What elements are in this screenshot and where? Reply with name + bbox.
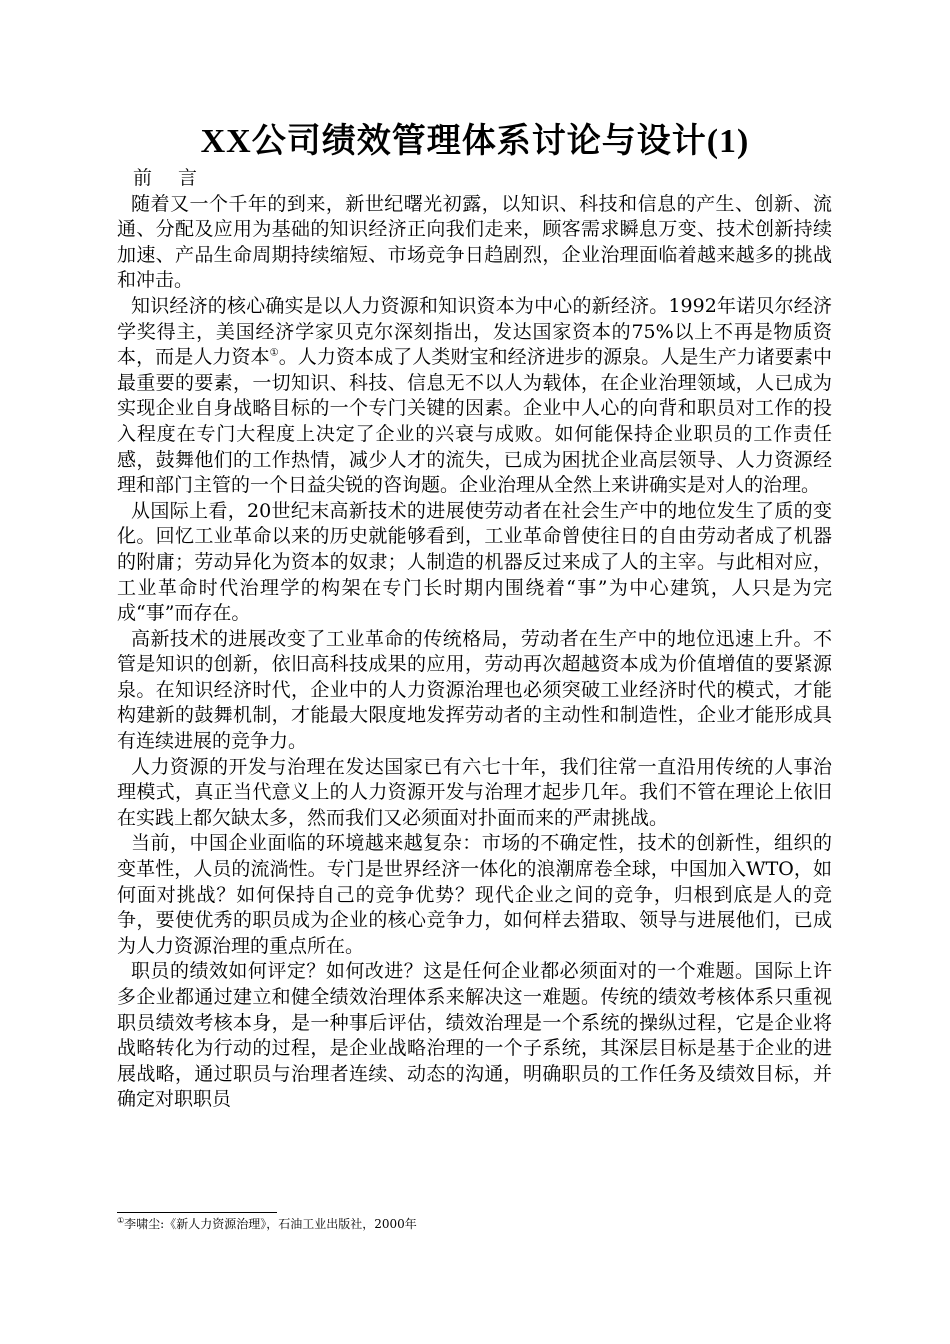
preface-heading: 前 言 [133, 167, 208, 189]
document-body [117, 166, 832, 1113]
footnote [117, 1216, 832, 1232]
footnote-divider [117, 1212, 277, 1213]
paragraph-3: 从国际上看，20世纪末高新技术的进展使劳动者在社会生产中的地位发生了质的变化。回忆工业革命以来的历史就能够看到，工业革命曾使往日的自由劳动者成了机器的附庸；劳动异化为资本的奴隶；人制造的机器反过来成了人的主宰。与此相对应，工业革命时代治理学的构架在专门长时期内围绕着“事”为中心建筑，人只是为完成“事”而存在。 [117, 499, 832, 625]
paragraph-4: 高新技术的进展改变了工业革命的传统格局，劳动者在生产中的地位迅速上升。不管是知识的创新，依旧高科技成果的应用，劳动再次超越资本成为价值增值的要紧源泉。在知识经济时代，企业中的人力资源治理也必须突破工业经济时代的模式，才能构建新的鼓舞机制，才能最大限度地发挥劳动者的主动性和制造性，企业才能形成具有连续进展的竞争力。 [117, 627, 832, 753]
paragraph-6: 当前，中国企业面临的环境越来越复杂：市场的不确定性，技术的创新性，组织的变革性，人员的流淌性。专门是世界经济一体化的浪潮席卷全球，中国加入WTO，如何面对挑战？如何保持自己的竞争优势？现代企业之间的竞争，归根到底是人的竞争，要使优秀的职员成为企业的核心竞争力，如何样去猎取、领导与进展他们，已成为人力资源治理的重点所在。 [117, 832, 832, 957]
paragraph-2-text-b: 。人力资本成了人类财宝和经济进步的源泉。人是生产力诸要素中最重要的要素，一切知识、科技、信息无不以人为载体，在企业治理领域，人已成为实现企业自身战略目标的一个专门关键的因素。企业中人心的向背和职员对工作的投入程度在专门大程度上决定了企业的兴衰与成败。如何能保持企业职员的工作责任感，鼓舞他们的工作热情，减少人才的流失，已成为困扰企业高层领导、人力资源经理和部门主管的一个日益尖锐的咨询题。企业治理从全然上来讲确实是对人的治理。 [117, 346, 832, 497]
footnote-mark: ① [117, 1216, 125, 1225]
paragraph-2-text-a: 知识经济的核心确实是以人力资源和知识资本为中心的新经济。1992年诺贝尔经济学奖得主，美国经济学家贝克尔深刻指出，发达国家资本的75%以上不再是物质资本，而是人力资本 [117, 294, 832, 369]
paragraph-1: 随着又一个千年的到来，新世纪曙光初露，以知识、科技和信息的产生、创新、流通、分配及应用为基础的知识经济正向我们走来，顾客需求瞬息万变、技术创新持续加速、产品生命周期持续缩短、市场竞争日趋剧烈，企业治理面临着越来越多的挑战和冲击。 [117, 192, 832, 292]
paragraph-2 [117, 294, 832, 499]
footnote-reference-mark[interactable]: ① [269, 347, 279, 359]
footnote-text: 李啸尘:《新人力资源治理》，石油工业出版社，2000年 [124, 1217, 417, 1231]
paragraph-7: 职员的绩效如何评定？如何改进？这是任何企业都必须面对的一个难题。国际上许多企业都通过建立和健全绩效治理体系来解决这一难题。传统的绩效考核体系只重视职员绩效考核本身，是一种事后评估，绩效治理是一个系统的操纵过程，它是企业将战略转化为行动的过程，是企业战略治理的一个子系统，其深层目标是基于企业的进展战略，通过职员与治理者连续、动态的沟通，明确职员的工作任务及绩效目标，并确定对职职员 [117, 960, 832, 1111]
document-title: XX公司绩效管理体系讨论与设计(1) [200, 123, 750, 160]
paragraph-5: 人力资源的开发与治理在发达国家已有六七十年，我们往常一直沿用传统的人事治理模式，真正当代意义上的人力资源开发与治理才起步几年。我们不管在理论上依旧在实践上都欠缺太多，然而我们又必须面对扑面而来的严肃挑战。 [117, 755, 832, 829]
